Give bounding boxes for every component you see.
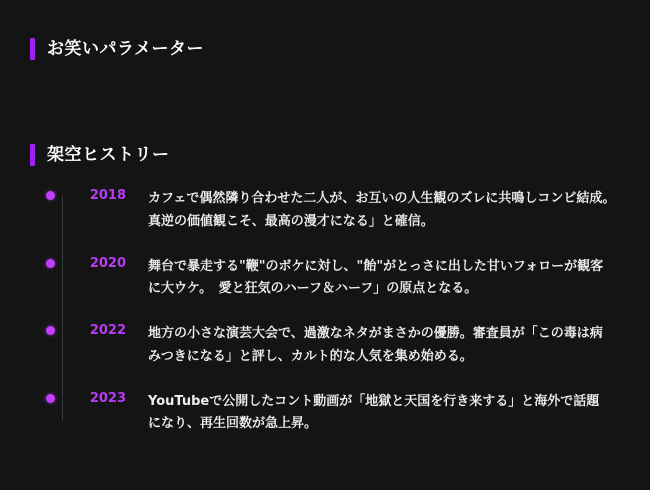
timeline-dot-cell [38,391,62,403]
timeline-year: 2020 [89,255,126,271]
timeline-dot-cell [38,188,62,200]
timeline-dot-icon [46,259,55,268]
page-title: お笑いパラメーター [47,38,204,59]
timeline-dot-icon [46,394,55,403]
timeline-description: 地方の小さな演芸大会で、過激なネタがまさかの優勝。審査員が「この毒は病みつきになる」と評し、カルト的な人気を集め始める。 [148,326,603,364]
timeline-dot-cell [38,256,62,268]
timeline-item [38,256,620,302]
timeline-description: カフェで偶然隣り合わせた二人が、お互いの人生観のズレに共鳴しコンビ結成。 真逆の価値観こそ、最高の漫才になる」と確信。 [148,191,622,229]
timeline-year: 2023 [89,390,126,406]
timeline-dot-icon [46,326,55,335]
accent-bar-icon [30,38,35,60]
timeline-year: 2018 [89,188,126,203]
timeline-year: 2022 [89,323,126,338]
section-title-history: 架空ヒストリー [47,144,170,165]
timeline [30,188,620,436]
timeline-dot-icon [46,191,55,200]
timeline-dot-cell [38,323,62,335]
timeline-item [38,188,620,234]
section-heading-parameters [30,38,620,60]
timeline-description: 舞台で暴走する"鞭"のボケに対し、"飴"がとっさに出した甘いフォローが観客に大ウケ。 愛と狂気のハーフ＆ハーフ」の原点となる。 [148,258,604,297]
timeline-item [38,323,620,369]
timeline-item [38,391,620,437]
accent-bar-icon [30,144,35,166]
timeline-description: YouTubeで公開したコント動画が「地獄と天国を行き来する」と海外で話題になり、再生回数が急上昇。 [148,393,600,432]
section-heading-history [30,144,620,166]
